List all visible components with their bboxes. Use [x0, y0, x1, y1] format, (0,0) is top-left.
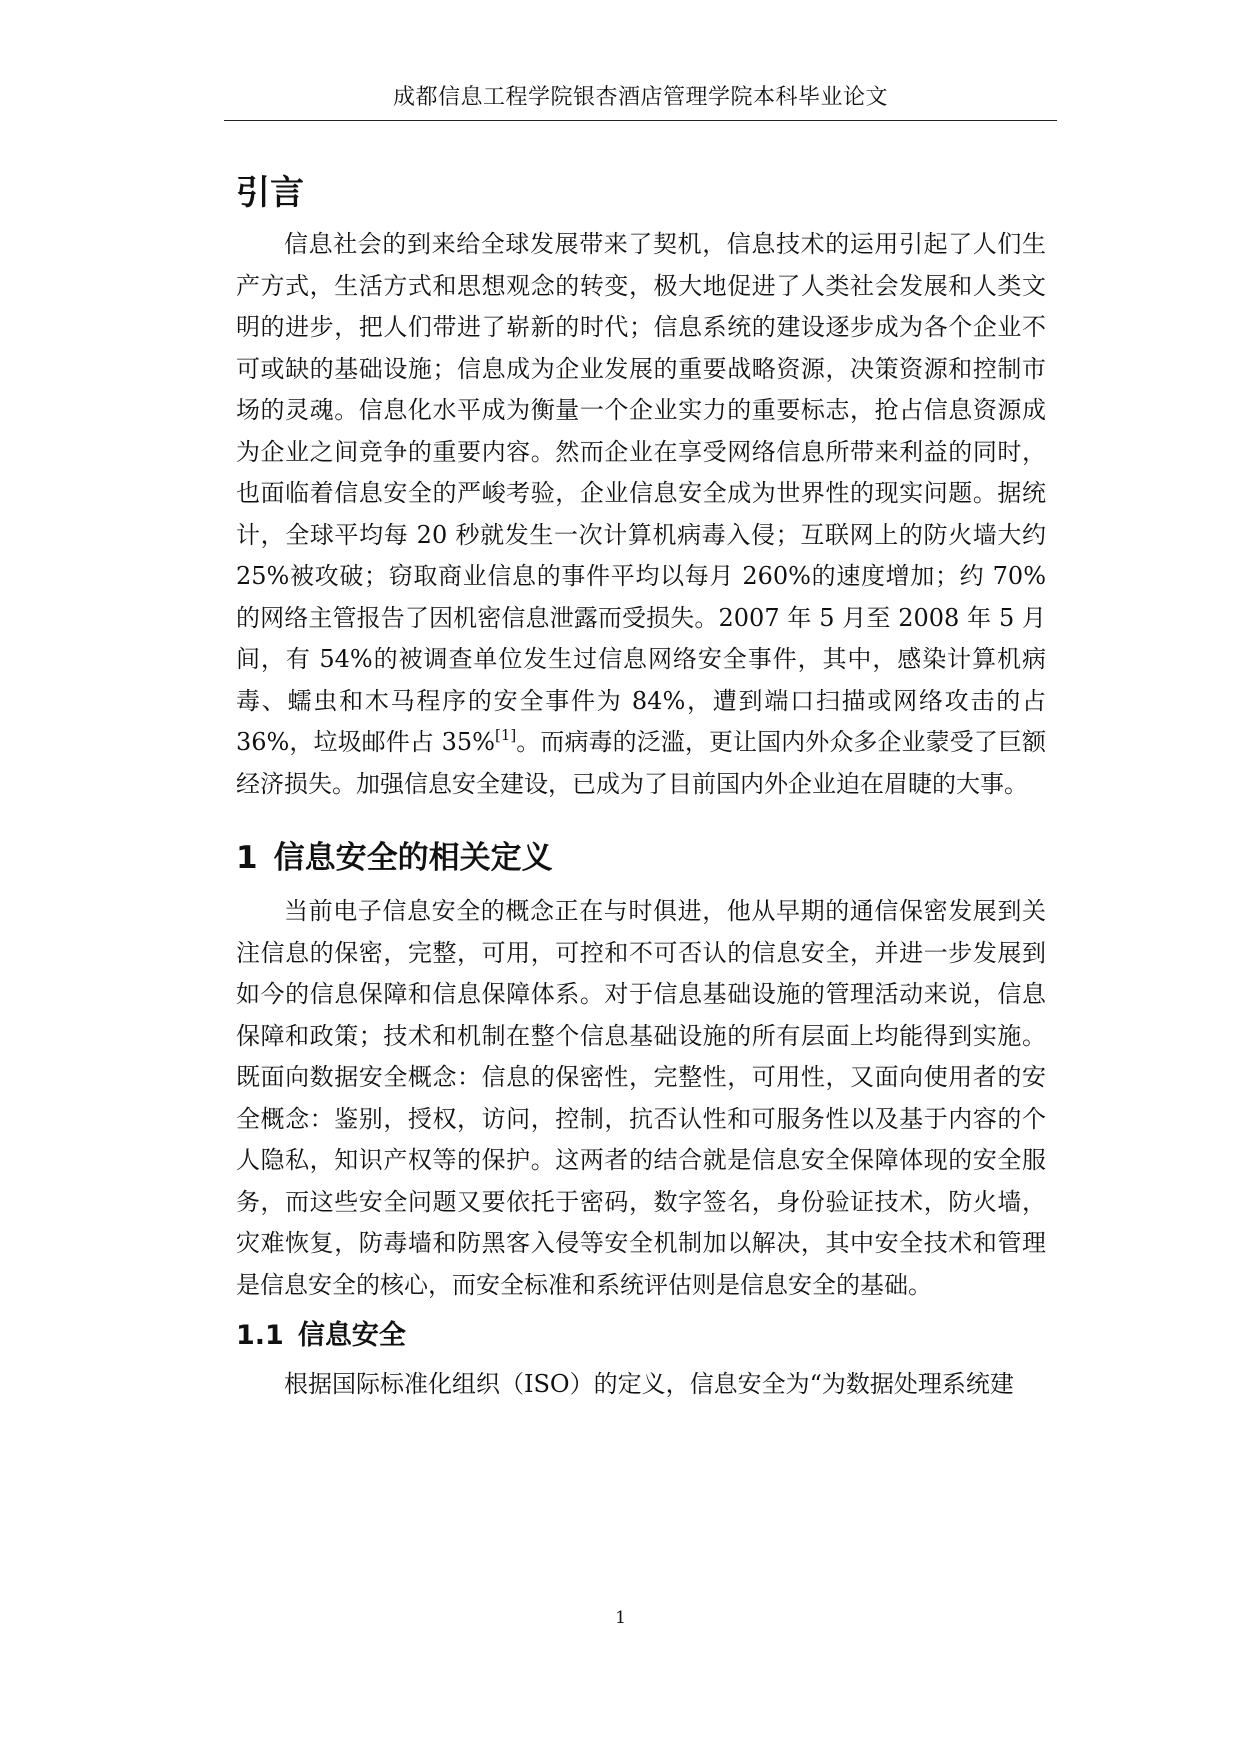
subsection-heading: [236, 1318, 1046, 1354]
running-header: 成都信息工程学院银杏酒店管理学院本科毕业论文: [392, 85, 888, 110]
subsection-paragraph: 根据国际标准化组织（ISO）的定义，信息安全为“为数据处理系统建: [284, 1370, 1014, 1398]
subsection-number: 1.1: [236, 1320, 284, 1351]
section-heading: [236, 837, 1046, 879]
citation-reference[interactable]: [1]: [494, 726, 517, 744]
section-title-text: 信息安全的相关定义: [273, 840, 553, 876]
intro-paragraph: [236, 224, 1046, 805]
intro-heading: 引言: [236, 173, 304, 213]
page-content: [236, 170, 1046, 1406]
section-number: 1: [236, 840, 258, 876]
intro-paragraph-text: 信息社会的到来给全球发展带来了契机，信息技术的运用引起了人们生产方式，生活方式和思想观念的转变，极大地促进了人类社会发展和人类文明的进步，把人们带进了崭新的时代；信息系统的建设逐步成为各个企业不可或缺的基础设施；信息成为企业发展的重要战略资源，决策资源和控制市场的灵魂。信息化水平成为衡量一个企业实力的重要标志，抢占信息资源成为企业之间竞争的重要内容。然而企业在享受网络信息所带来利益的同时，也面临着信息安全的严峻考验，企业信息安全成为世界性的现实问题。据统计，全球平均每 20 秒就发生一次计算机病毒入侵；互联网上的防火墙大约 25%被攻破；窃取商业信息的事件平均以每月 260%的速度增加；约 70%的网络主管报告了因机密信息泄露而受损失。2007 年 5 月至 2008 年 5 月间，有 54%的被调查单位发生过信息网络安全事件，其中，感染计算机病毒、蠕虫和木马程序的安全事件为 84%，遭到端口扫描或网络攻击的占 36%，垃圾邮件占 35%: [236, 230, 1046, 756]
page-number: 1: [615, 1608, 626, 1628]
subsection-title-text: 信息安全: [297, 1320, 406, 1351]
section-paragraph: 当前电子信息安全的概念正在与时俱进，他从早期的通信保密发展到关注信息的保密，完整，可用，可控和不可否认的信息安全，并进一步发展到如今的信息保障和信息保障体系。对于信息基础设施的管理活动来说，信息保障和政策；技术和机制在整个信息基础设施的所有层面上均能得到实施。既面向数据安全概念：信息的保密性，完整性，可用性，又面向使用者的安全概念：鉴别，授权，访问，控制，抗否认性和可服务性以及基于内容的个人隐私，知识产权等的保护。这两者的结合就是信息安全保障体现的安全服务，而这些安全问题又要依托于密码，数字签名，身份验证技术，防火墙，灾难恢复，防毒墙和防黑客入侵等安全机制加以解决，其中安全技术和管理是信息安全的核心，而安全标准和系统评估则是信息安全的基础。: [236, 897, 1046, 1299]
intro-paragraph-tail: 。而病毒的泛滥，更让国内外众多企业蒙受了巨额经济损失。加强信息安全建设，已成为了目前国内外企业迫在眉睫的大事。: [236, 728, 1046, 798]
header-divider: [224, 120, 1057, 121]
